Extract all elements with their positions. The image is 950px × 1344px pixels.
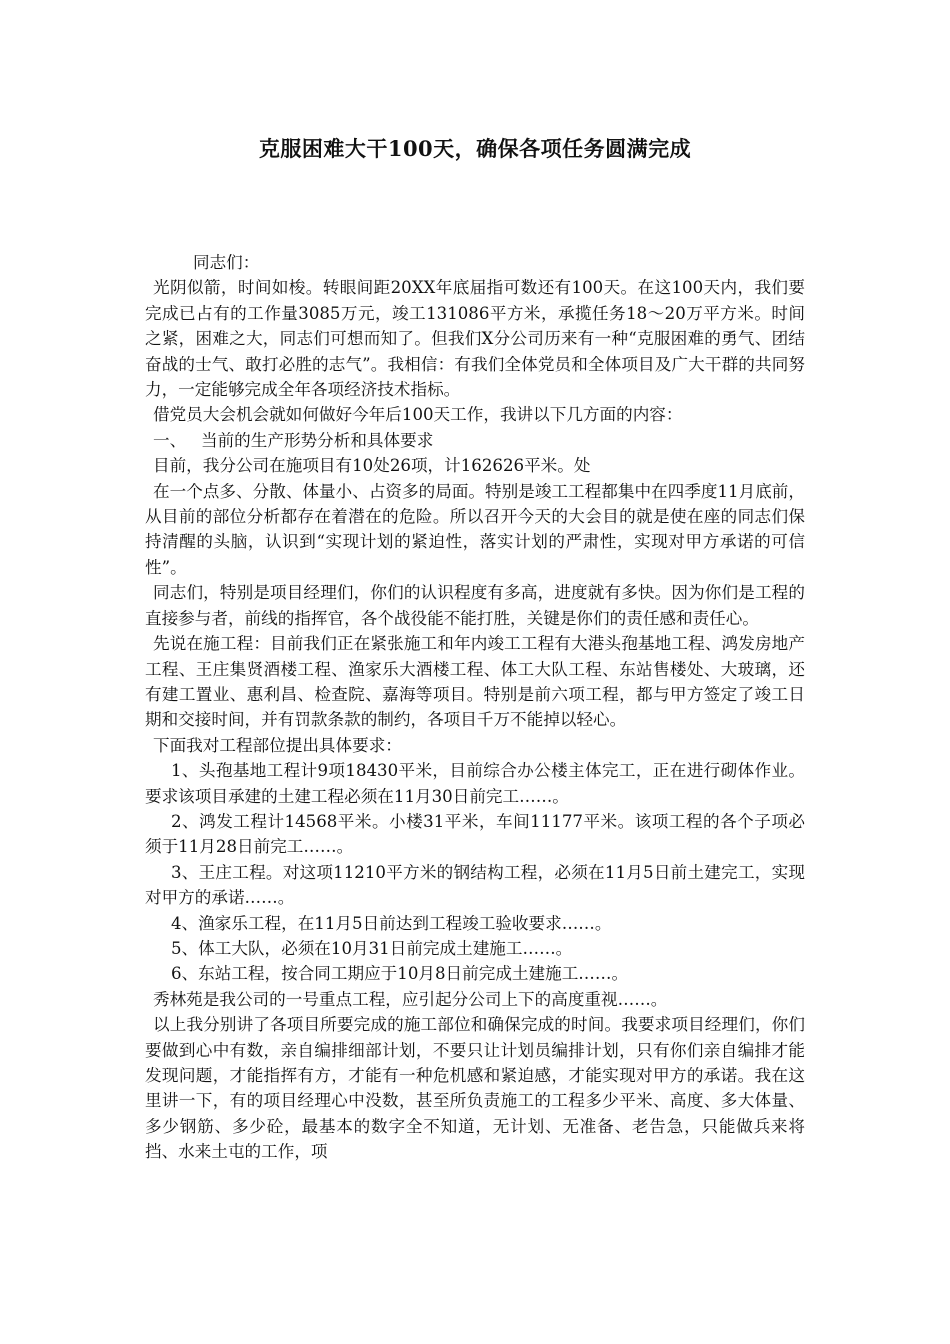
list-item: 5、体工大队，必须在10月31日前完成土建施工……。 xyxy=(171,938,573,958)
list-item: 1、头孢基地工程计9项18430平米，目前综合办公楼主体完工，正在进行砌体作业。要求该项目承建的土建工程必须在11月30日前完工……。 xyxy=(145,761,805,806)
paragraph-ongoing-works: 先说在施工程：目前我们正在紧张施工和年内竣工工程有大港头孢基地工程、鸿发房地产工程、王庄集贤酒楼工程、渔家乐大酒楼工程、体工大队工程、东站售楼处、大玻璃，还有建工置业、惠利昌、检查院、嘉海等项目。特别是前六项工程，都与甲方签定了竣工日期和交接时间，并有罚款条款的制约，各项目千万不能掉以轻心。 xyxy=(145,634,805,730)
paragraph-opening: 光阴似箭，时间如梭。转眼间距20XX年底届指可数还有100天。在这100天内，我们要完成已占有的工作量3085万元，竣工131086平方米，承揽任务18～20万平方米。时间之紧，困难之大，同志们可想而知了。但我们X分公司历来有一种“克服困难的勇气、团结奋战的士气、敢打必胜的志气”。我相信：有我们全体党员和全体项目及广大干群的共同努力，一定能够完成全年各项经济技术指标。 xyxy=(145,278,805,400)
paragraph-managers: 同志们，特别是项目经理们，你们的认识程度有多高，进度就有多快。因为你们是工程的直接参与者，前线的指挥官，各个战役能不能打胜，关键是你们的责任感和责任心。 xyxy=(145,583,805,628)
section-heading xyxy=(145,428,805,453)
paragraph-situation: 在一个点多、分散、体量小、占资多的局面。特别是竣工工程都集中在四季度11月底前，从目前的部位分析都存在着潜在的危险。所以召开今天的大会目的就是使在座的同志们保持清醒的头脑，认识到“实现计划的紧迫性，落实计划的严肃性，实现对甲方承诺的可信性”。 xyxy=(145,481,805,577)
paragraph-key-project: 秀林苑是我公司的一号重点工程，应引起分公司上下的高度重视……。 xyxy=(153,989,668,1009)
salutation: 同志们： xyxy=(193,253,260,272)
section-title: 当前的生产形势分析和具体要求 xyxy=(201,430,434,450)
document-title: 克服困难大干100天，确保各项任务圆满完成 xyxy=(258,136,692,161)
list-item: 2、鸿发工程计14568平米。小楼31平米，车间11177平米。该项工程的各个子项必须于11月28日前完工……。 xyxy=(145,811,805,857)
paragraph-requirements-intro: 下面我对工程部位提出具体要求： xyxy=(153,735,402,755)
document-body xyxy=(145,250,805,1165)
paragraph-current-projects: 目前，我分公司在施项目有10处26项，计162626平米。处 xyxy=(153,456,591,476)
list-item: 3、王庄工程。对这项11210平方米的钢结构工程，必须在11月5日前土建完工，实现对甲方的承诺……。 xyxy=(145,862,805,908)
list-item: 4、渔家乐工程，在11月5日前达到工程竣工验收要求……。 xyxy=(171,913,612,933)
paragraph-summary: 以上我分别讲了各项目所要完成的施工部位和确保完成的时间。我要求项目经理们，你们要做到心中有数，亲自编排细部计划，不要只让计划员编排计划，只有你们亲自编排才能发现问题，才能指挥有方，才能有一种危机感和紧迫感，才能实现对甲方的承诺。我在这里讲一下，有的项目经理心中没数，甚至所负责施工的工程多少平米、高度、多大体量、多少钢筋、多少砼，最基本的数字全不知道，无计划、无准备、老告急，只能做兵来将挡、水来土屯的工作，项 xyxy=(145,1015,805,1162)
paragraph-intro: 借党员大会机会就如何做好今年后100天工作，我讲以下几方面的内容： xyxy=(153,405,683,425)
section-number: 一、 xyxy=(153,430,187,450)
list-item: 6、东站工程，按合同工期应于10月8日前完成土建施工……。 xyxy=(171,964,629,984)
